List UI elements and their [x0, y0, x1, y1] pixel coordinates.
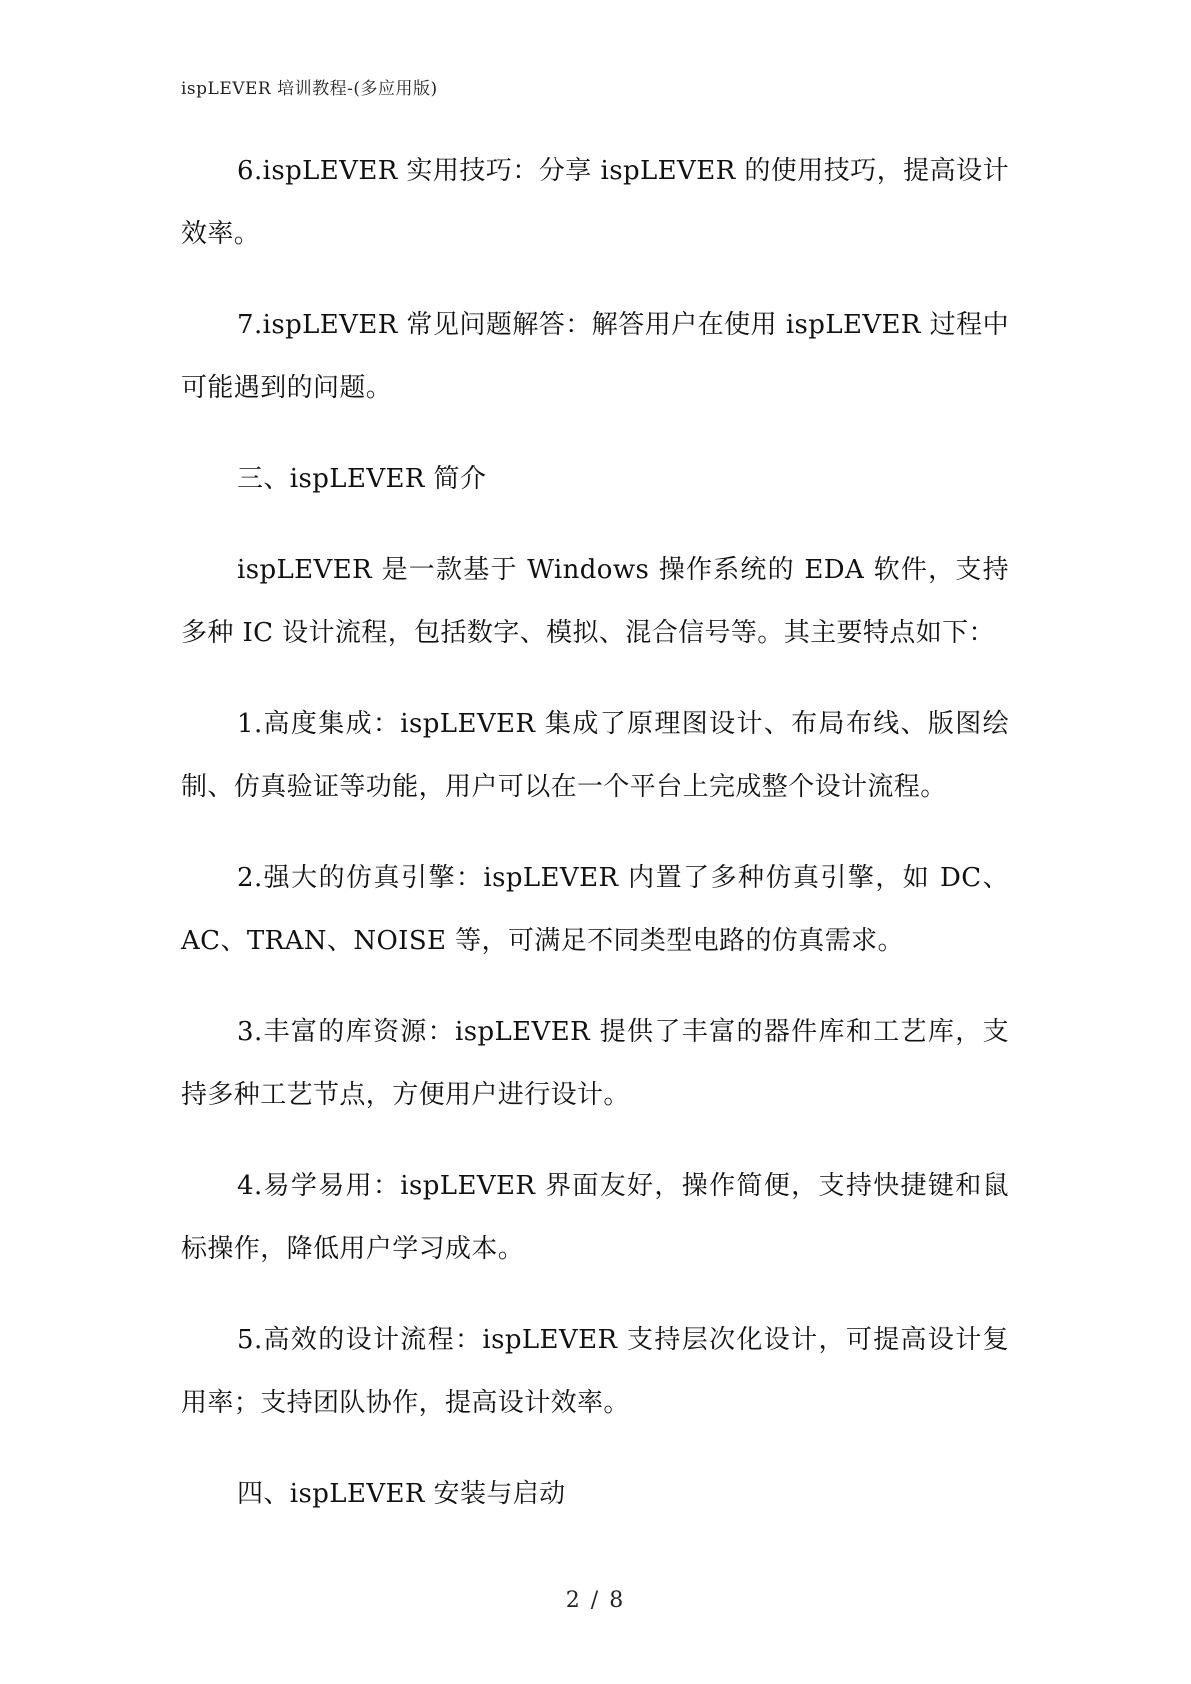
feature-item-usability: 4.易学易用：ispLEVER 界面友好，操作简便，支持快捷键和鼠标操作，降低用户学习成本。 [181, 1171, 1009, 1264]
intro-paragraph: ispLEVER 是一款基于 Windows 操作系统的 EDA 软件，支持多种 IC 设计流程，包括数字、模拟、混合信号等。其主要特点如下： [181, 555, 1009, 648]
section-heading-introduction: 三、ispLEVER 简介 [237, 464, 487, 494]
document-body [181, 140, 1009, 1554]
list-item-tips: 6.ispLEVER 实用技巧：分享 ispLEVER 的使用技巧，提高设计效率。 [181, 156, 1009, 249]
page-number: 2 / 8 [565, 1588, 626, 1613]
feature-item-libraries: 3.丰富的库资源：ispLEVER 提供了丰富的器件库和工艺库，支持多种工艺节点，方便用户进行设计。 [181, 1017, 1009, 1110]
feature-item-design-flow: 5.高效的设计流程：ispLEVER 支持层次化设计，可提高设计复用率；支持团队协作，提高设计效率。 [181, 1325, 1009, 1418]
feature-item-integration: 1.高度集成：ispLEVER 集成了原理图设计、布局布线、版图绘制、仿真验证等功能，用户可以在一个平台上完成整个设计流程。 [181, 709, 1009, 802]
feature-item-simulation: 2.强大的仿真引擎：ispLEVER 内置了多种仿真引擎，如 DC、AC、TRAN、NOISE 等，可满足不同类型电路的仿真需求。 [181, 863, 1009, 956]
running-header: ispLEVER 培训教程-(多应用版) [181, 79, 438, 99]
list-item-faq: 7.ispLEVER 常见问题解答：解答用户在使用 ispLEVER 过程中可能遇到的问题。 [181, 310, 1009, 403]
section-heading-installation: 四、ispLEVER 安装与启动 [237, 1479, 566, 1509]
